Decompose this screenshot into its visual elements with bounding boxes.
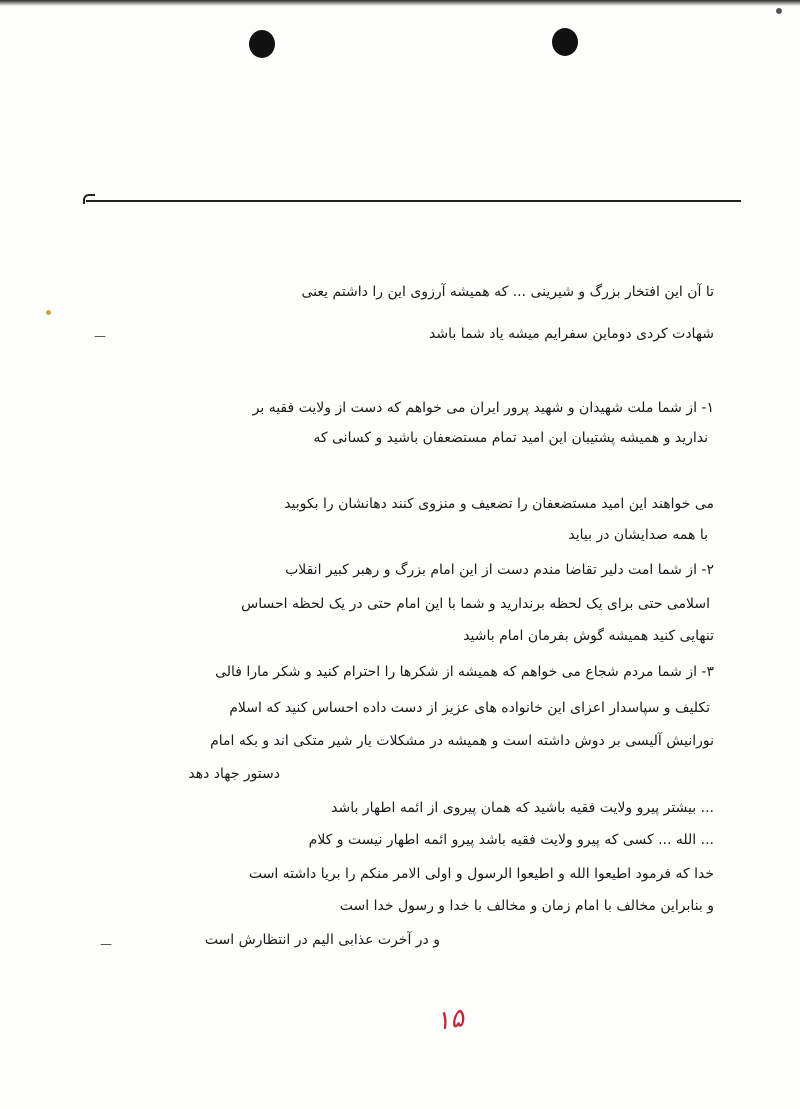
punch-hole-right xyxy=(552,28,578,56)
text-line: ... بیشتر پیرو ولایت فقیه باشید که همان پیروی از ائمه اطهار باشد xyxy=(331,800,714,816)
text-line: خدا که فرمود اطیعوا الله و اطیعوا الرسول و اولی الامر منکم را بریا داشته است xyxy=(248,866,714,882)
text-line: شهادت کردی دوماین سفرایم میشه یاد شما باشد xyxy=(429,326,714,342)
text-line: ۳- از شما مردم شجاع می خواهم که همیشه از شکرها را احترام کنید و شکر مارا فالی xyxy=(215,664,714,680)
scan-top-edge xyxy=(0,0,800,6)
text-line: نورانیش آلیسی بر دوش داشته است و همیشه در مشکلات یار شیر متکی اند و بکه امام xyxy=(210,733,714,749)
text-line: ... الله ... کسی که پیرو ولایت فقیه باشد پیرو ائمه اطهار نیست و کلام xyxy=(308,832,714,848)
margin-mark: — xyxy=(100,937,112,951)
text-line: و در آخرت عذابی الیم در انتظارش است xyxy=(204,932,440,948)
text-line: تنهایی کنید همیشه گوش بفرمان امام باشید xyxy=(463,628,714,644)
text-line: و بنابراین مخالف با امام زمان و مخالف با خدا و رسول خدا است xyxy=(339,898,714,914)
corner-mark xyxy=(776,8,782,14)
punch-hole-left xyxy=(249,30,275,58)
text-line: دستور جهاد دهد xyxy=(188,766,280,782)
text-line: می خواهند این امید مستضعفان را تضعیف و منزوی کنند دهانشان را بکوبید xyxy=(284,496,714,512)
margin-speck xyxy=(46,310,51,315)
text-line: با همه صدایشان در بیاید xyxy=(568,527,708,543)
text-line: اسلامی حتی برای یک لحظه برندارید و شما با این امام حتی در یک لحظه احساس xyxy=(241,596,710,612)
text-line: ۱- از شما ملت شهیدان و شهید پرور ایران می خواهم که دست از ولایت فقیه بر xyxy=(252,400,714,416)
text-line: ۲- از شما امت دلیر تقاضا مندم دست از این امام بزرگ و رهبر کبیر انقلاب xyxy=(285,562,714,578)
text-line: تا آن این افتخار بزرگ و شیرینی ... که همیشه آرزوی این را داشتم یعنی xyxy=(301,284,714,300)
text-line: ندارید و همیشه پشتیبان این امید تمام مستضعفان باشید و کسانی که xyxy=(313,430,708,446)
header-rule xyxy=(86,200,741,202)
text-line: تکلیف و سپاسدار اعزای این خانواده های عزیز از دست داده احساس کنید که اسلام xyxy=(229,700,710,716)
page-number: ۱۵ xyxy=(434,1003,466,1037)
margin-mark: — xyxy=(94,329,106,343)
